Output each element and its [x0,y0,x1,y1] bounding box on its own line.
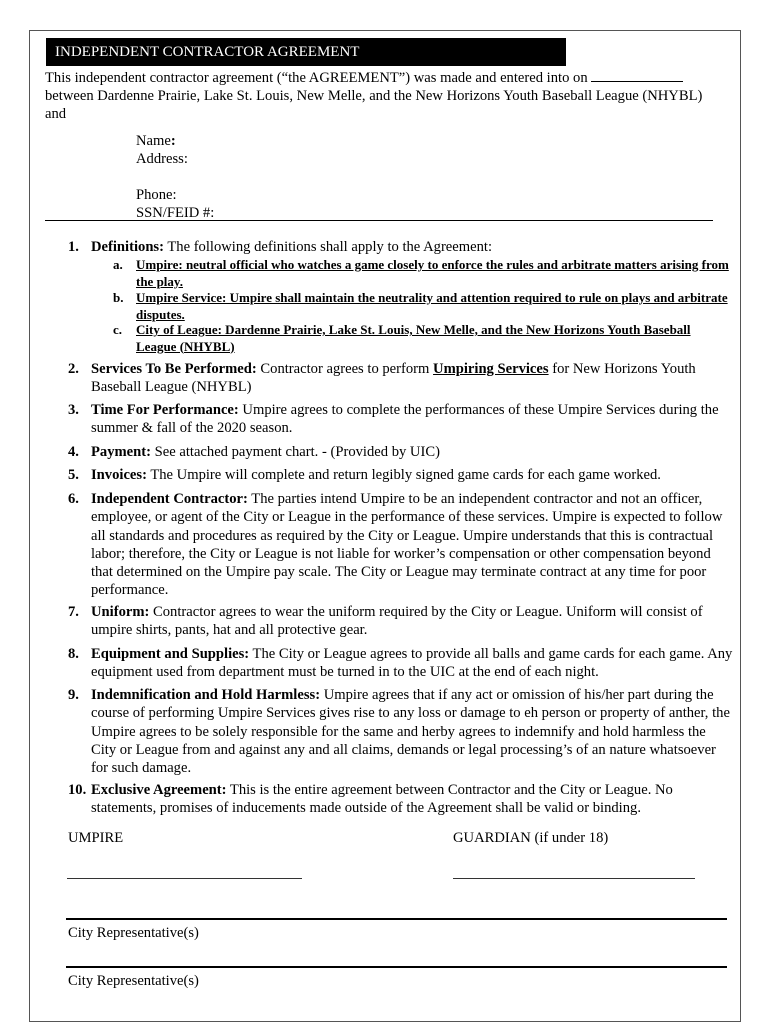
section-indemnification [68,686,733,777]
name-label: Name [136,133,171,149]
section-title: Uniform: [91,604,150,620]
section-independent-contractor [68,490,733,600]
date-blank-line[interactable] [591,69,683,82]
ssn-label[interactable]: SSN/FEID #: [136,205,215,221]
section-title: Indemnification and Hold Harmless: [91,687,321,703]
section-uniform [68,603,733,640]
section-number: 9. [68,687,79,703]
section-text: Umpire agrees that if any act or omission of his/her part during the course of performing Umpire Services gives rise to any loss or damage to eh person or property of anther, the Umpire agrees to be solely responsible for the same and herby agrees to indemnify and hold harmless the City or League from and against any and all claims, demands or legal processing’s of an nature whatsoever for such damage. [91,687,730,777]
sub-letter: a. [113,257,123,272]
section-text: The City or League agrees to provide all balls and game cards for each game. Any equipment used from department must be turned in to the UIC at the end of each night. [91,646,733,681]
umpiring-services-emphasis: Umpiring Services [433,361,549,377]
section-number: 2. [68,361,79,377]
definition-a [113,257,733,290]
definition-b [113,290,733,323]
section-text: The Umpire will complete and return legibly signed game cards for each game worked. [146,467,661,483]
umpire-signature-line[interactable] [67,878,302,879]
section-title: Payment: [91,444,151,460]
name-field[interactable] [136,132,176,150]
section-text: The following definitions shall apply to the Agreement: [163,239,492,255]
section-number: 10. [68,782,87,798]
section-text: The parties intend Umpire to be an independent contractor and not an officer, employee, or agent of the City or League in the performance of these services. Umpire is expected to follow all standards and procedures as required by the City or League. Umpire understands that this is contractual labor; therefore, the City or League is not liable for worker’s compensation or other compensation beyond that determined on the Umpire pay scale. The City or League may terminate contract at any time for poor performance. [91,491,723,599]
city-rep-signature-line-2[interactable] [66,966,727,968]
city-rep-signature-line-1[interactable] [66,918,727,920]
section-definitions [68,238,733,256]
section-title: Independent Contractor: [91,491,248,507]
section-equipment [68,645,733,682]
section-text: Contractor agrees to perform [256,361,434,377]
guardian-label: GUARDIAN (if under 18) [453,830,609,846]
section-title: Invoices: [91,467,147,483]
intro-paragraph [45,69,725,123]
section-number: 4. [68,444,79,460]
definition-text: Umpire Service: Umpire shall maintain the neutrality and attention required to rule on plays and arbitrate disputes. [136,290,728,322]
section-invoices [68,466,733,484]
section-title: Definitions: [91,239,164,255]
sub-letter: c. [113,322,123,337]
section-exclusive-agreement [68,781,733,818]
document-title: INDEPENDENT CONTRACTOR AGREEMENT [46,38,566,66]
intro-line-1: This independent contractor agreement (“the AGREEMENT”) was made and entered into on [45,70,588,86]
section-text: Umpire agrees to complete the performances of these Umpire Services during the summer & fall of the 2020 season. [91,402,719,437]
section-title: Equipment and Supplies: [91,646,250,662]
guardian-signature-line[interactable] [453,878,695,879]
definition-text: City of League: Dardenne Prairie, Lake St. Louis, New Melle, and the New Horizons Youth Baseball League (NHYBL) [136,322,691,354]
phone-label[interactable]: Phone: [136,187,177,203]
section-divider [45,220,713,221]
section-text: Contractor agrees to wear the uniform required by the City or League. Uniform will consist of umpire shirts, pants, hat and all protective gear. [91,604,703,639]
section-payment [68,443,733,461]
section-services [68,360,733,397]
name-colon: : [170,133,176,149]
city-rep-label-1: City Representative(s) [68,925,199,941]
section-number: 5. [68,467,79,483]
intro-line-2: between Dardenne Prairie, Lake St. Louis, New Melle, and the New Horizons Youth Baseball League (NHYBL) and [45,88,703,122]
section-title: Exclusive Agreement: [91,782,227,798]
section-number: 7. [68,604,79,620]
section-number: 3. [68,402,79,418]
section-time [68,401,733,438]
definition-text: Umpire: neutral official who watches a game closely to enforce the rules and arbitrate matters arising from the play. [136,257,729,289]
address-label[interactable]: Address: [136,151,188,167]
section-text: This is the entire agreement between Contractor and the City or League. No statements, promises of inducements made outside of the Agreement shall be valid or binding. [91,782,673,817]
section-title: Services To Be Performed: [91,361,257,377]
definition-c [113,322,733,355]
section-number: 1. [68,239,79,255]
section-number: 6. [68,491,79,507]
sub-letter: b. [113,290,124,305]
city-rep-label-2: City Representative(s) [68,973,199,989]
section-text-2: for New Horizons Youth Baseball League (NHYBL) [91,361,696,396]
section-title: Time For Performance: [91,402,239,418]
section-text: See attached payment chart. - (Provided by UIC) [150,444,440,460]
umpire-label: UMPIRE [68,830,124,846]
section-number: 8. [68,646,79,662]
